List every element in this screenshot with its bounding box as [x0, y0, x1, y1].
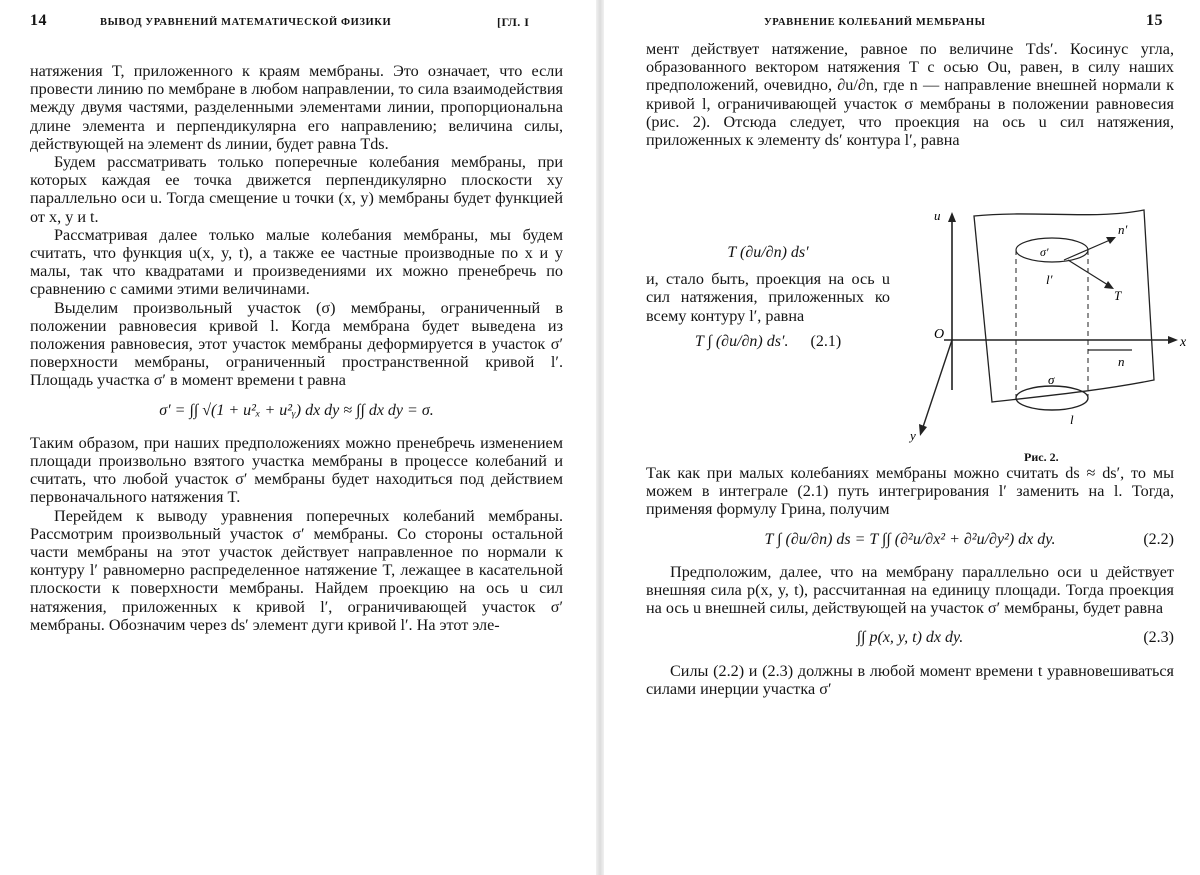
label-y: y [910, 428, 916, 443]
right-top-text [646, 40, 1174, 149]
paragraph: натяжения T, приложенного к краям мембраны. Это означает, что если провести линию по мембране в любом направлении, то сила взаимодействия между двумя частями, разделенными элементами линии, пропорциональна длине элемента и перпендикулярна его направлению; величина силы, действующей на элемент ds линии, будет равна Tds. [30, 62, 563, 153]
equation-2-2-body: T ∫ (∂u/∂n) ds = T ∫∫ (∂²u/∂x² + ∂²u/∂y²) dx dy. [764, 530, 1056, 548]
axis-x-arrow [1168, 336, 1178, 344]
paragraph: Так как при малых колебаниях мембраны можно считать ds ≈ ds′, то мы можем в интеграле (2.1) путь интегрирования l′ заменить на l. Тогда, применяя формулу Грина, получим [646, 464, 1174, 519]
paragraph: Таким образом, при наших предположениях можно пренебречь изменением площади произвольно взятого участка мембраны в процессе колебаний и считать, что любой участок σ′ мембраны будет находиться под действием первоначального натяжения T. [30, 433, 563, 507]
paragraph: Выделим произвольный участок (σ) мембраны, ограниченный в положении равновесия кривой l. Когда мембрана будет выведена из положения равновесия, этот участок мембраны деформируется в участок σ′ поверхности мембраны, ограниченный пространственной кривой l′. Площадь участка σ′ в момент времени t равна [30, 298, 563, 390]
tension-T-arrow-head [1104, 281, 1114, 289]
book-gutter [596, 0, 604, 875]
left-page-number: 14 [30, 12, 47, 29]
equation-2-3 [646, 629, 1174, 647]
figure-membrane [904, 190, 1200, 490]
left-page [0, 0, 596, 875]
label-u: u [934, 208, 941, 223]
label-l-prime: l′ [1046, 272, 1053, 287]
equation-2-3-body: ∫∫ p(x, y, t) dx dy. [856, 629, 964, 647]
label-n-prime: n′ [1118, 222, 1128, 237]
equation-2-2 [646, 531, 1174, 549]
right-narrow-column [646, 236, 890, 359]
label-O: O [934, 327, 945, 342]
label-T: T [1114, 288, 1122, 303]
equation-area: σ′ = ∫∫ √(1 + u²ₓ + u²ᵧ) dx dy ≈ ∫∫ dx dy = σ. [159, 401, 434, 419]
paragraph: Рассматривая далее только малые колебания мембраны, мы будем считать, что функция u(x, y, t), а также ее частные производные по x и y малы, так что квадратами и произведениями их можно пренебречь по сравнению с самими этими величинами. [30, 225, 563, 299]
right-running-head [604, 12, 1200, 36]
normal-n-prime-arrow [1064, 240, 1110, 260]
label-n: n [1118, 354, 1125, 369]
equation-2-1 [646, 333, 890, 351]
paragraph: Перейдем к выводу уравнения поперечных колебаний мембраны. Рассмотрим произвольный участок σ′ мембраны. Со стороны остальной части мембраны на этот участок действует направленное по нормали к контуру l′ равномерно распределенное натяжение T, лежащее в касательной плоскости к поверхности мембраны. Найдем проекцию на ось u сил натяжения, приложенных к кривой l′, ограничивающей участок σ′ мембраны. Обозначим через ds′ элемент дуги кривой l′. На этот эле- [30, 506, 563, 634]
cylinder-top-ellipse [1016, 238, 1088, 262]
equation-inline: T (∂u/∂n) ds′ [727, 244, 809, 261]
paragraph: Будем рассматривать только поперечные колебания мембраны, при которых каждая ее точка движется перпендикулярно плоскости xy параллельно оси u. Тогда смещение u точки (x, y) мембраны будет функцией от x, y и t. [30, 153, 563, 226]
right-running-title: УРАВНЕНИЕ КОЛЕБАНИЙ МЕМБРАНЫ [764, 17, 986, 28]
label-x: x [1180, 335, 1187, 350]
left-running-title: ВЫВОД УРАВНЕНИЙ МАТЕМАТИЧЕСКОЙ ФИЗИКИ [100, 17, 392, 28]
paragraph: Предположим, далее, что на мембрану параллельно оси u действует внешняя сила p(x, y, t), рассчитанная на единицу площади. Тогда проекция на ось u внешней силы, действующей на участок σ′ мембраны, будет равна [646, 562, 1174, 618]
label-l: l [1070, 412, 1074, 427]
axis-y [922, 340, 952, 430]
label-sigma-prime: σ′ [1040, 245, 1049, 259]
left-section-label: [ГЛ. I [497, 15, 530, 29]
paragraph: Силы (2.2) и (2.3) должны в любой момент времени t уравновешиваться силами инерции участка σ′ [646, 661, 1174, 698]
equation-2-3-number: (2.3) [1143, 629, 1174, 647]
equation-2-1-number: (2.1) [810, 332, 842, 350]
equation-2-1-body: T ∫ (∂u/∂n) ds′. [694, 332, 789, 350]
right-bottom-text [646, 464, 1174, 698]
right-page [604, 0, 1200, 875]
axis-y-arrow [919, 424, 927, 436]
left-running-head [0, 12, 596, 36]
paragraph: мент действует натяжение, равное по величине Tds′. Косинус угла, образованного вектором натяжения T с осью Ou, равен, в силу наших предположений, очевидно, ∂u/∂n, где n — направление внешней нормали к кривой l, ограничивающей участок σ мембраны в положении равновесия (рис. 2). Отсюда следует, что проекция на ось u сил натяжения, приложенных к элементу ds′ контура l′, равна [646, 40, 1174, 150]
equation-2-2-number: (2.2) [1143, 530, 1174, 548]
left-text-column [30, 62, 563, 634]
paragraph: и, стало быть, проекция на ось u сил натяжения, приложенных ко всему контуру l′, равна [646, 270, 890, 325]
figure-caption: Рис. 2. [1024, 450, 1059, 464]
right-page-number: 15 [1146, 12, 1163, 29]
label-sigma: σ [1048, 372, 1055, 387]
axis-u-arrow [948, 212, 956, 222]
